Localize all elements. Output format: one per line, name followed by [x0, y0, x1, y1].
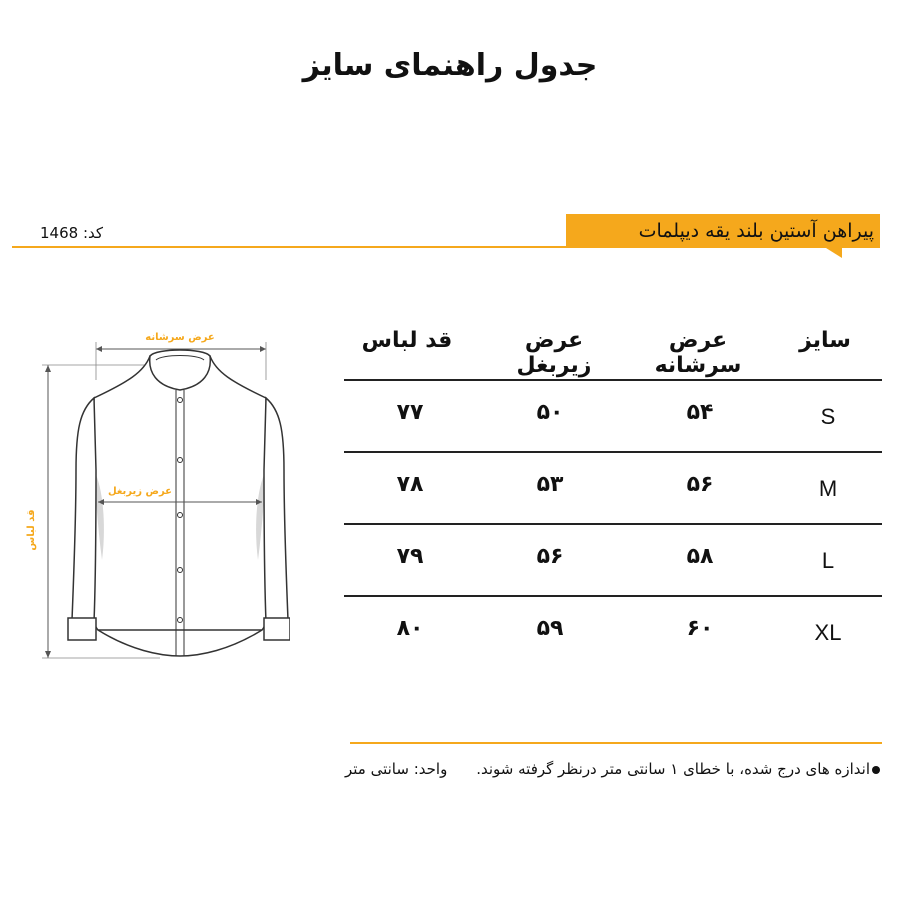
table-cell-length: ۸۰	[396, 616, 424, 641]
bullet-icon	[872, 766, 880, 774]
table-cell-size: L	[821, 548, 835, 573]
table-cell-chest: ۵۶	[536, 544, 564, 569]
page-title: جدول راهنمای سایز	[302, 48, 598, 83]
table-cell-size: S	[820, 404, 836, 429]
product-name-banner: پیراهن آستین بلند یقه دیپلمات	[566, 214, 880, 248]
header-length: قد لباس	[361, 328, 453, 353]
length-measure-label: قد لباس	[26, 509, 37, 551]
unit-note: واحد: سانتی متر	[345, 760, 448, 778]
table-cell-chest: ۵۳	[536, 472, 564, 497]
shirt-diagram	[20, 320, 290, 670]
header-divider	[12, 246, 567, 248]
table-cell-shoulder: ۵۶	[686, 472, 714, 497]
product-code: کد: 1468	[40, 224, 104, 242]
table-cell-length: ۷۷	[396, 400, 424, 425]
footer-divider	[350, 742, 882, 744]
table-divider	[344, 523, 882, 525]
table-cell-shoulder: ۵۸	[686, 544, 714, 569]
table-divider	[344, 595, 882, 597]
table-divider	[344, 379, 882, 381]
shoulder-measure-label: عرض سرشانه	[145, 332, 215, 343]
table-divider	[344, 451, 882, 453]
banner-tail	[826, 248, 842, 258]
table-cell-length: ۷۹	[396, 544, 424, 569]
header-size: سایز	[799, 328, 851, 353]
header-chest: عرض زیربغل	[516, 328, 592, 378]
table-cell-chest: ۵۰	[536, 400, 564, 425]
table-cell-size: M	[818, 476, 838, 501]
chest-measure-label: عرض زیربغل	[107, 486, 173, 497]
tolerance-note: اندازه های درج شده، با خطای ۱ سانتی متر درنظر گرفته شوند.	[476, 760, 870, 778]
table-cell-shoulder: ۵۴	[686, 400, 714, 425]
table-cell-chest: ۵۹	[536, 616, 564, 641]
table-cell-shoulder: ۶۰	[686, 616, 714, 641]
table-cell-size: XL	[814, 620, 842, 645]
header-shoulder: عرض سرشانه	[654, 328, 742, 378]
table-cell-length: ۷۸	[396, 472, 424, 497]
